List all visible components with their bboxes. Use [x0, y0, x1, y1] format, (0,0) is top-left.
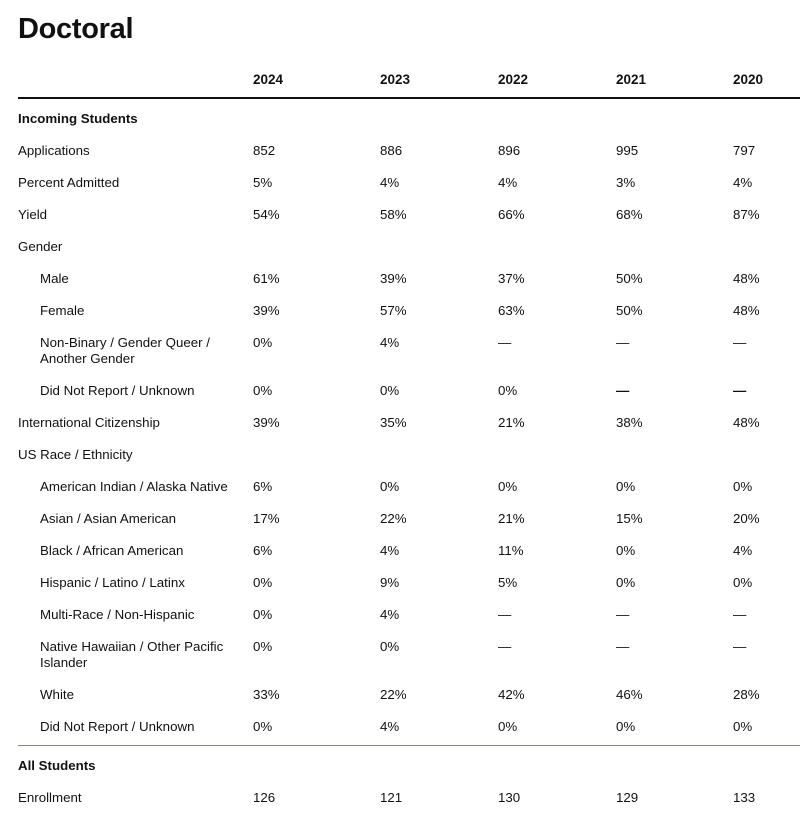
table-row	[18, 167, 800, 199]
cell-value: 0%	[253, 335, 273, 350]
cell-value: 797	[733, 143, 756, 158]
cell-value: 68%	[616, 207, 643, 222]
row-label: Hispanic / Latino / Latinx	[40, 575, 185, 590]
cell-value: 0%	[380, 479, 400, 494]
row-label: Native Hawaiian / Other Pacific Islander	[40, 639, 224, 670]
cell-value: 66%	[498, 207, 525, 222]
row-label: Did Not Report / Unknown	[40, 383, 195, 398]
cell-value: 54%	[253, 207, 280, 222]
cell-value: 48%	[733, 415, 760, 430]
row-label: Yield	[18, 207, 48, 222]
cell-value: 0%	[733, 719, 753, 734]
cell-value: 0%	[253, 639, 273, 654]
cell-value: 995	[616, 143, 639, 158]
page-title: Doctoral	[18, 13, 134, 45]
cell-value: 130	[498, 790, 521, 805]
row-label: Black / African American	[40, 543, 184, 558]
cell-value: 4%	[733, 175, 753, 190]
row-label: White	[40, 687, 74, 702]
cell-value: 39%	[380, 271, 407, 286]
cell-value: 0%	[253, 575, 273, 590]
column-header-2023: 2023	[380, 72, 411, 87]
cell-value: 0%	[616, 543, 636, 558]
cell-value: 33%	[253, 687, 280, 702]
row-label: Applications	[18, 143, 90, 158]
cell-value: 0%	[380, 383, 400, 398]
column-header-2022: 2022	[498, 72, 529, 87]
cell-value: —	[498, 607, 512, 622]
cell-value: 0%	[616, 575, 636, 590]
table-row	[18, 375, 800, 407]
cell-value: 4%	[733, 543, 753, 558]
cell-value: —	[616, 335, 630, 350]
cell-value: 0%	[498, 479, 518, 494]
table-row	[18, 327, 800, 375]
row-label: American Indian / Alaska Native	[40, 479, 228, 494]
table-row	[18, 782, 800, 814]
row-label: Enrollment	[18, 790, 82, 805]
row-label: International Citizenship	[18, 415, 160, 430]
cell-value: 5%	[498, 575, 518, 590]
cell-value: —	[616, 639, 630, 654]
row-label: Female	[40, 303, 85, 318]
cell-value: 6%	[253, 543, 273, 558]
cell-value: —	[616, 607, 630, 622]
column-header-2024: 2024	[253, 72, 284, 87]
table-row	[18, 295, 800, 327]
cell-value: 35%	[380, 415, 407, 430]
cell-value: —	[733, 383, 747, 398]
row-label: Multi-Race / Non-Hispanic	[40, 607, 195, 622]
cell-value: 133	[733, 790, 756, 805]
cell-value: 896	[498, 143, 521, 158]
section-header-row	[18, 99, 800, 135]
table-body	[18, 99, 800, 814]
cell-value: —	[616, 383, 630, 398]
cell-value: 21%	[498, 415, 525, 430]
cell-value: 129	[616, 790, 639, 805]
cell-value: 50%	[616, 271, 643, 286]
cell-value: 886	[380, 143, 403, 158]
column-header-2020: 2020	[733, 72, 764, 87]
cell-value: 4%	[380, 543, 400, 558]
cell-value: 4%	[380, 175, 400, 190]
cell-value: 37%	[498, 271, 525, 286]
table-row	[18, 567, 800, 599]
cell-value: —	[498, 639, 512, 654]
row-label: All Students	[18, 758, 96, 773]
row-label: Gender	[18, 239, 63, 254]
table-row	[18, 679, 800, 711]
table-row	[18, 407, 800, 439]
cell-value: —	[733, 639, 747, 654]
table-row	[18, 135, 800, 167]
cell-value: 87%	[733, 207, 760, 222]
header-spacer	[18, 72, 253, 88]
cell-value: 4%	[380, 607, 400, 622]
cell-value: 20%	[733, 511, 760, 526]
group-label-row	[18, 439, 800, 471]
cell-value: 57%	[380, 303, 407, 318]
row-label: Non-Binary / Gender Queer / Another Gender	[40, 335, 210, 366]
cell-value: 22%	[380, 687, 407, 702]
cell-value: 11%	[498, 543, 524, 558]
row-label: Percent Admitted	[18, 175, 120, 190]
cell-value: 0%	[733, 479, 753, 494]
cell-value: 22%	[380, 511, 407, 526]
row-label: Asian / Asian American	[40, 511, 176, 526]
cell-value: 0%	[616, 479, 636, 494]
cell-value: 0%	[253, 607, 273, 622]
cell-value: 38%	[616, 415, 643, 430]
cell-value: 39%	[253, 303, 280, 318]
table-row	[18, 631, 800, 679]
cell-value: 39%	[253, 415, 280, 430]
cell-value: —	[733, 607, 747, 622]
cell-value: 121	[380, 790, 403, 805]
cell-value: 28%	[733, 687, 760, 702]
cell-value: 42%	[498, 687, 525, 702]
cell-value: 852	[253, 143, 276, 158]
row-label: Incoming Students	[18, 111, 138, 126]
cell-value: 15%	[616, 511, 643, 526]
row-label: Did Not Report / Unknown	[40, 719, 195, 734]
cell-value: 4%	[498, 175, 518, 190]
row-label: US Race / Ethnicity	[18, 447, 133, 462]
cell-value: 3%	[616, 175, 636, 190]
cell-value: 0%	[733, 575, 753, 590]
cell-value: 63%	[498, 303, 525, 318]
section-header-row	[18, 746, 800, 782]
group-label-row	[18, 231, 800, 263]
cell-value: —	[733, 335, 747, 350]
cell-value: 17%	[253, 511, 280, 526]
cell-value: 48%	[733, 303, 760, 318]
column-header-2021: 2021	[616, 72, 647, 87]
table-header-row	[18, 66, 800, 99]
cell-value: 4%	[380, 719, 400, 734]
cell-value: 9%	[380, 575, 400, 590]
cell-value: 4%	[380, 335, 400, 350]
table-row	[18, 711, 800, 743]
cell-value: 58%	[380, 207, 407, 222]
cell-value: 61%	[253, 271, 280, 286]
cell-value: 0%	[498, 383, 518, 398]
table-row	[18, 599, 800, 631]
table-row	[18, 263, 800, 295]
row-label: Male	[40, 271, 69, 286]
table-row	[18, 199, 800, 231]
cell-value: 0%	[253, 383, 273, 398]
cell-value: 0%	[616, 719, 636, 734]
cell-value: 0%	[253, 719, 273, 734]
cell-value: 50%	[616, 303, 643, 318]
cell-value: 21%	[498, 511, 525, 526]
cell-value: 126	[253, 790, 276, 805]
cell-value: 0%	[380, 639, 400, 654]
table-row	[18, 535, 800, 567]
cell-value: 5%	[253, 175, 273, 190]
cell-value: 0%	[498, 719, 518, 734]
cell-value: 46%	[616, 687, 643, 702]
cell-value: 6%	[253, 479, 273, 494]
table-row	[18, 471, 800, 503]
cell-value: 48%	[733, 271, 760, 286]
table-row	[18, 503, 800, 535]
cell-value: —	[498, 335, 512, 350]
